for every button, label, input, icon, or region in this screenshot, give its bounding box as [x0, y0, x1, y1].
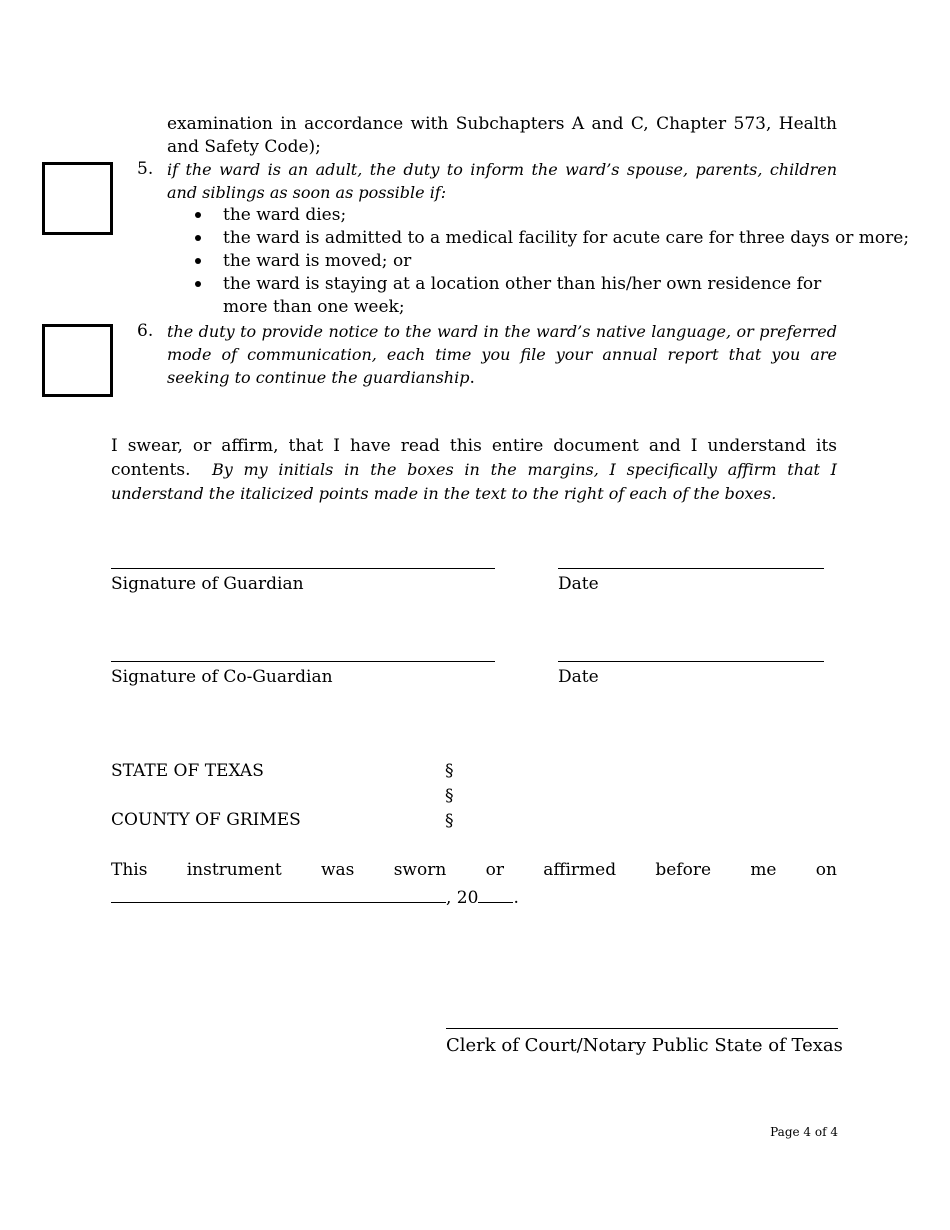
initial-box-item-6[interactable]	[42, 324, 113, 397]
sworn-date-line	[111, 884, 519, 910]
page-number: Page 4 of 4	[770, 1125, 838, 1139]
bullet-icon	[195, 258, 201, 264]
item-6-text: the duty to provide notice to the ward in the ward’s native language, or preferred mode of communication, each time you file your annual report that you are seeking to continue the guardianship	[167, 322, 837, 387]
sworn-year-blank[interactable]	[478, 884, 513, 903]
sworn-year-prefix: , 20	[446, 888, 479, 908]
section-symbol: §	[445, 761, 454, 781]
item-6-end: .	[469, 368, 475, 388]
venue-county: COUNTY OF GRIMES	[111, 810, 301, 830]
clerk-signature-line[interactable]	[446, 1028, 838, 1029]
affirmation-italic: By my initials in the boxes in the margins, I specifically affirm that I understand the italicized points made in the text to the right of each of the boxes.	[111, 460, 838, 503]
sworn-word: on	[815, 860, 837, 880]
co-guardian-signature-label: Signature of Co-Guardian	[111, 667, 333, 687]
sworn-word: before	[655, 860, 712, 880]
section-symbol: §	[445, 786, 454, 806]
sworn-word: sworn	[393, 860, 447, 880]
bullet-ward-dies: the ward dies;	[223, 205, 347, 225]
sworn-statement-line	[111, 859, 837, 882]
bullet-ward-admitted: the ward is admitted to a medical facility for acute care for three days or more;	[223, 228, 910, 248]
guardian-date-line[interactable]	[558, 568, 824, 569]
guardian-signature-line[interactable]	[111, 568, 495, 569]
item-6-number: 6.	[137, 321, 154, 341]
sworn-word: This	[111, 860, 148, 880]
clerk-label: Clerk of Court/Notary Public State of Texas	[446, 1035, 843, 1056]
bullet-icon	[195, 235, 201, 241]
affirmation-plain: I swear, or affirm, that I have read this entire document and I understand its contents.	[111, 436, 837, 480]
sworn-word: affirmed	[543, 860, 617, 880]
co-guardian-date-label: Date	[558, 667, 599, 687]
bullet-ward-moved: the ward is moved; or	[223, 251, 412, 271]
guardian-date-label: Date	[558, 574, 599, 594]
co-guardian-signature-line[interactable]	[111, 661, 495, 662]
sworn-period: .	[513, 888, 519, 908]
affirmation-paragraph	[111, 435, 837, 505]
bullet-icon	[195, 281, 201, 287]
sworn-word: was	[321, 860, 355, 880]
continuation-text: examination in accordance with Subchapters A and C, Chapter 573, Health and Safety Code);	[167, 114, 837, 157]
item-5-number: 5.	[137, 159, 154, 179]
bullet-ward-staying: the ward is staying at a location other than his/her own residence for more than one week;	[223, 274, 822, 317]
item-5-text: if the ward is an adult, the duty to inform the ward’s spouse, parents, children and siblings as soon as possible if:	[167, 160, 837, 202]
sworn-date-blank[interactable]	[111, 884, 446, 903]
sworn-word: instrument	[186, 860, 282, 880]
venue-state: STATE OF TEXAS	[111, 761, 264, 781]
item-6-paragraph	[167, 320, 837, 390]
section-symbol: §	[445, 811, 454, 831]
bullet-icon	[195, 212, 201, 218]
co-guardian-date-line[interactable]	[558, 661, 824, 662]
sworn-word: me	[750, 860, 777, 880]
guardian-signature-label: Signature of Guardian	[111, 574, 304, 594]
sworn-word: or	[485, 860, 504, 880]
initial-box-item-5[interactable]	[42, 162, 113, 235]
